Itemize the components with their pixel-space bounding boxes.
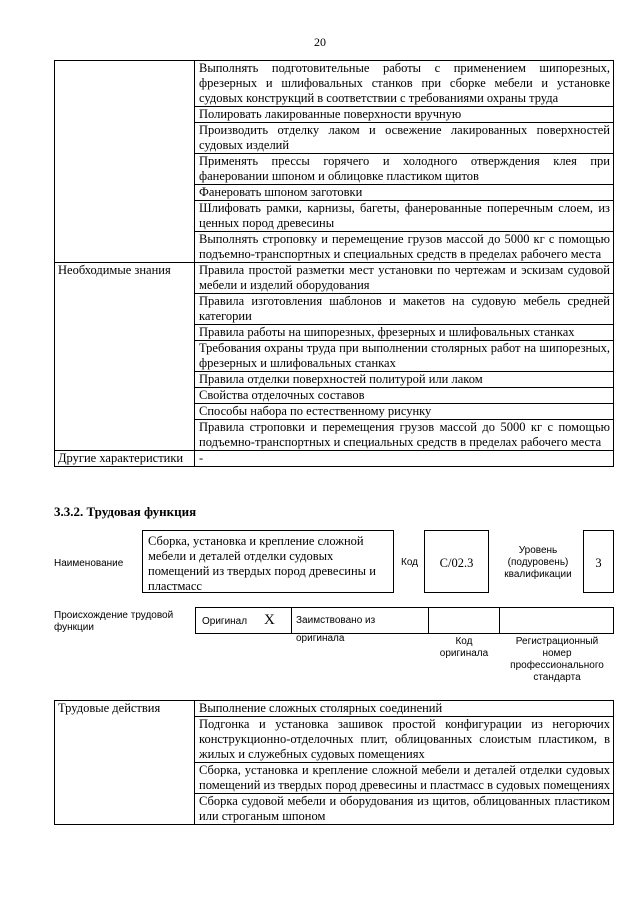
borrowed-label: Заимствовано из оригинала: [296, 615, 376, 644]
code-label: Код: [401, 557, 419, 568]
list-item: Сборка судовой мебели и оборудования из щитов, облицованных пластиком или строганым шпоном: [195, 794, 614, 825]
list-item: -: [195, 451, 614, 467]
list-item: Правила простой разметки мест установки по чертежам и эскизам судовой мебели и изделий оборудования: [195, 263, 614, 294]
function-name-box: Сборка, установка и крепление сложной мебели и деталей отделки судовых помещений из твердых пород древесины и пластмасс: [142, 530, 394, 593]
row-label-other: Другие характеристики: [55, 451, 195, 467]
list-item: Выполнять строповку и перемещение грузов массой до 5000 кг с помощью подъемно-транспортных и специальных средств в пределах рабочего места: [195, 232, 614, 263]
original-mark: X: [264, 612, 275, 628]
function-code-box: C/02.3: [424, 530, 489, 593]
list-item: Свойства отделочных составов: [195, 388, 614, 404]
row-label-actions: Трудовые действия: [55, 701, 195, 825]
table-row: [55, 263, 614, 294]
list-item: Выполнение сложных столярных соединений: [195, 701, 614, 717]
level-label: Уровень (подуровень) квалификации: [504, 545, 572, 580]
original-cell: [195, 607, 292, 634]
level-value-box: 3: [583, 530, 614, 593]
list-item: Правила изготовления шаблонов и макетов на судовую мебель средней категории: [195, 294, 614, 325]
table-row: [55, 451, 614, 467]
row-label-knowledge: Необходимые знания: [55, 263, 195, 451]
page-number: 20: [314, 35, 326, 49]
list-item: Правила отделки поверхностей политурой или лаком: [195, 372, 614, 388]
list-item: Правила строповки и перемещения грузов массой до 5000 кг с помощью подъемно-транспортных и специальных средств в пределах рабочего места: [195, 420, 614, 451]
list-item: Производить отделку лаком и освежение лакированных поверхностей судовых изделий: [195, 123, 614, 154]
table-row: [55, 61, 614, 107]
original-code-cell: [428, 607, 500, 634]
reg-number-cell: [499, 607, 614, 634]
table-row: [55, 701, 614, 717]
list-item: Применять прессы горячего и холодного отверждения клея при фанеровании шпоном и облицовке пластиком щитов: [195, 154, 614, 185]
list-item: Требования охраны труда при выполнении столярных работ на шипорезных, фрезерных и шлифовальных станках: [195, 341, 614, 372]
name-label: Наименование: [54, 558, 124, 569]
origin-label: Происхождение трудовой функции: [54, 610, 174, 633]
list-item: Шлифовать рамки, карнизы, багеты, фанерованные поперечным слоем, из ценных пород древесины: [195, 201, 614, 232]
code-caption: Код оригинала: [439, 636, 489, 659]
skills-knowledge-table: [54, 60, 614, 467]
labor-actions-table: [54, 700, 614, 825]
list-item: Сборка, установка и крепление сложной мебели и деталей отделки судовых помещений из твердых пород древесины и пластмасс в судовых помещениях: [195, 763, 614, 794]
list-item: Фанеровать шпоном заготовки: [195, 185, 614, 201]
list-item: Выполнять подготовительные работы с применением шипорезных, фрезерных и шлифовальных станков при сборке мебели и установке судовых конструкций в соответствии с требованиями охраны труда: [195, 61, 614, 107]
original-label: Оригинал: [202, 616, 248, 627]
list-item: Правила работы на шипорезных, фрезерных и шлифовальных станках: [195, 325, 614, 341]
borrowed-cell: [291, 607, 429, 644]
list-item: Подгонка и установка зашивок простой конфигурации из негорючих конструкционно-отделочных плит, облицованных слоистым пластиком, в жилых и служебных судовых помещениях: [195, 717, 614, 763]
row-label: [55, 61, 195, 263]
list-item: Способы набора по естественному рисунку: [195, 404, 614, 420]
list-item: Полировать лакированные поверхности вручную: [195, 107, 614, 123]
section-heading: 3.3.2. Трудовая функция: [54, 504, 197, 519]
reg-caption: Регистрационный номер профессионального стандарта: [510, 636, 604, 683]
